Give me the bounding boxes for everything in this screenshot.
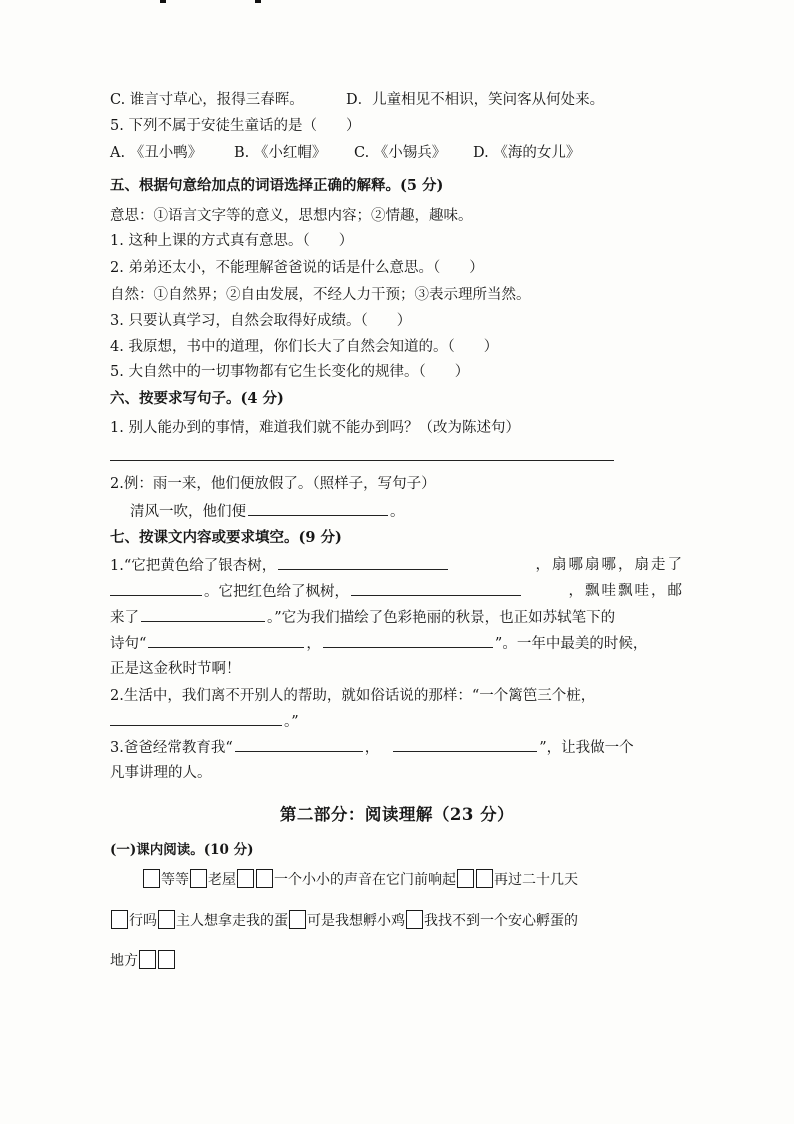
s6-item-2-answer: [110, 501, 684, 522]
punctuation-box[interactable]: [476, 869, 493, 888]
section6-title: 六、按要求写句子。(4 分): [110, 390, 284, 407]
passage-text: 等等: [161, 872, 189, 888]
q5-option-c: C. 《小锡兵》: [354, 145, 447, 161]
s7-item-1-line2: [110, 581, 684, 602]
section5-title: 五、根据句意给加点的词语选择正确的解释。(5 分): [110, 177, 444, 194]
s7-item-2-line1: 2.生活中，我们离不开别人的帮助，就如俗话说的那样：“一个篱笆三个桩，: [110, 688, 596, 704]
s7-item-1-line1: [110, 555, 684, 576]
punctuation-box[interactable]: [158, 910, 175, 929]
q5-option-a: A. 《丑小鸭》: [110, 145, 203, 161]
q4-option-c: C. 谁言寸草心，报得三春晖。: [110, 92, 304, 108]
part2-title: 第二部分：阅读理解（23 分）: [279, 805, 515, 824]
punctuation-line-1: [110, 869, 684, 890]
ziran-definition: 自然：①自然界；②自由发展，不经人力干预；③表示理所当然。: [110, 287, 531, 303]
answer-blank[interactable]: [141, 607, 265, 622]
section7-title: 七、按课文内容或要求填空。(9 分): [110, 529, 342, 546]
answer-blank[interactable]: [351, 581, 521, 596]
passage-text: 老屋: [208, 872, 236, 888]
q5-option-b: B. 《小红帽》: [234, 145, 327, 161]
yisi-definition: 意思：①语言文字等的意义，思想内容；②情趣，趣味。: [110, 208, 473, 224]
passage-text: 我找不到一个安心孵蛋的: [424, 913, 578, 929]
s6-stem-text: 清风一吹，他们便: [130, 504, 246, 520]
s6-item-2: 2.例：雨一来，他们便放假了。（照样子，写句子）: [110, 476, 436, 492]
s5-item-1: 1. 这种上课的方式真有意思。（ ）: [110, 233, 354, 249]
punctuation-box[interactable]: [406, 910, 423, 929]
s7-text: ”，让我做一个: [539, 740, 634, 756]
passage-text: 可是我想孵小鸡: [307, 913, 405, 929]
top-scan-mark: [255, 0, 261, 3]
s7-text: ”。一年中最美的时候，: [494, 636, 648, 652]
answer-blank[interactable]: [248, 501, 388, 516]
punctuation-box[interactable]: [139, 950, 156, 969]
answer-blank[interactable]: [393, 737, 537, 752]
answer-line[interactable]: [110, 460, 614, 461]
s7-text: ，飘哇飘哇，邮: [568, 583, 684, 599]
punctuation-box[interactable]: [256, 869, 273, 888]
answer-blank[interactable]: [323, 633, 493, 648]
s7-item-3-line2: 凡事讲理的人。: [110, 765, 212, 781]
reading-subtitle: (一)课内阅读。(10 分): [110, 842, 254, 858]
passage-text: 行吗: [129, 913, 157, 929]
punctuation-box[interactable]: [111, 910, 128, 929]
s7-item-1-line5: 正是这金秋时节啊！: [110, 661, 241, 677]
q4-option-d: D．儿童相见不相识，笑问客从何处来。: [346, 92, 605, 108]
s7-item-3-line1: [110, 737, 684, 758]
punctuation-box[interactable]: [237, 869, 254, 888]
q5-options-row: [110, 143, 684, 163]
passage-text: 再过二十几天: [494, 872, 578, 888]
punctuation-box[interactable]: [158, 950, 175, 969]
s6-period: 。: [390, 504, 405, 520]
s7-item-2-line2: [110, 711, 684, 732]
s7-text: ，: [306, 636, 321, 652]
s7-item-1-line4: [110, 633, 684, 654]
s5-item-4: 4. 我原想，书中的道理，你们长大了自然会知道的。（ ）: [110, 339, 499, 355]
punctuation-box[interactable]: [457, 869, 474, 888]
punctuation-line-2: [110, 910, 684, 931]
answer-blank[interactable]: [148, 633, 304, 648]
s7-text: ，扇哪扇哪，扇走了: [535, 557, 684, 573]
q5-question: 5. 下列不属于安徒生童话的是（ ）: [110, 118, 361, 134]
answer-blank[interactable]: [278, 555, 448, 570]
passage-text: 主人想拿走我的蛋: [176, 913, 288, 929]
passage-text: 地方: [110, 953, 138, 969]
passage-text: 一个小小的声音在它门前响起: [274, 872, 456, 888]
s7-item-1-line3: [110, 607, 684, 628]
s7-text: ，: [364, 740, 380, 756]
s5-item-3: 3. 只要认真学习，自然会取得好成绩。（ ）: [110, 313, 412, 329]
s5-item-2: 2. 弟弟还太小，不能理解爸爸说的话是什么意思。（ ）: [110, 260, 484, 276]
punctuation-box[interactable]: [289, 910, 306, 929]
s7-text: 来了: [110, 610, 139, 626]
answer-blank[interactable]: [110, 711, 282, 726]
q4-options-row: [110, 90, 684, 110]
q5-option-d: D. 《海的女儿》: [473, 145, 581, 161]
answer-blank[interactable]: [235, 737, 363, 752]
s7-text: 诗句“: [110, 636, 147, 652]
answer-blank[interactable]: [110, 581, 202, 596]
punctuation-line-3: [110, 950, 684, 971]
s5-item-5: 5. 大自然中的一切事物都有它生长变化的规律。（ ）: [110, 364, 470, 380]
top-scan-mark: [160, 0, 166, 3]
s7-text: 3.爸爸经常教育我“: [110, 740, 233, 756]
s6-item-1: 1. 别人能办到的事情，难道我们就不能办到吗？（改为陈述句）: [110, 420, 520, 436]
s7-text: 1.“它把黄色给了银杏树，: [110, 558, 277, 574]
punctuation-box[interactable]: [143, 869, 160, 888]
punctuation-box[interactable]: [190, 869, 207, 888]
s7-text: 。”: [284, 714, 299, 730]
s7-text: 。”它为我们描绘了色彩艳丽的秋景，也正如苏轼笔下的: [267, 610, 616, 626]
s7-text: 。它把红色给了枫树，: [204, 584, 349, 600]
